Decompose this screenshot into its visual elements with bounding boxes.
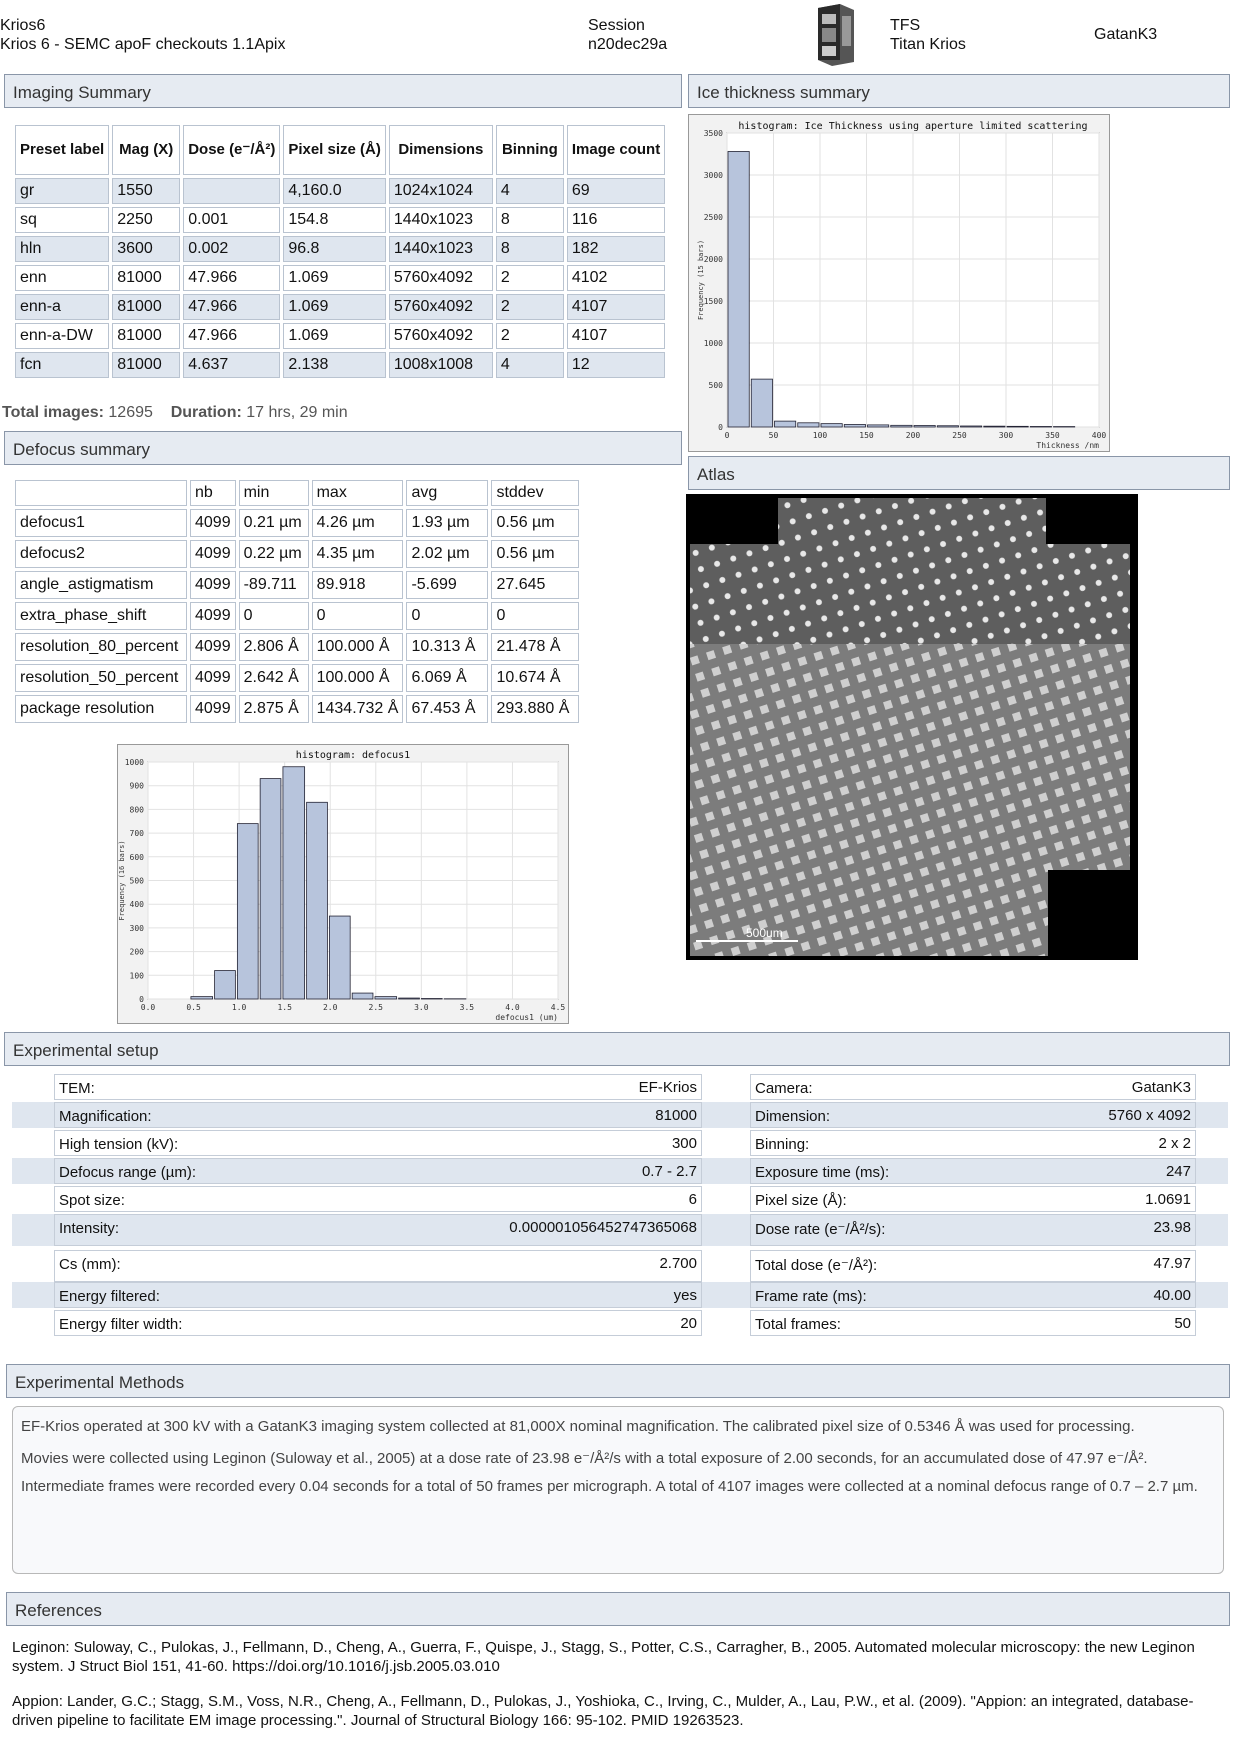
setup-row [54, 1074, 702, 1100]
defocus-xtick-label: 3.5 [459, 1003, 475, 1012]
setup-label: High tension (kV): [59, 1136, 179, 1153]
methods-paragraph-2: Movies were collected using Leginon (Suloway et al., 2005) at a dose rate of 23.98 e⁻/Å²/s with a total exposure of 2.00 seconds, for an accumulated dose of 47.97 e⁻/Å². Intermediate frames were recorded every 0.04 seconds for a total of 50 frames per micrograph. A total of 4107 images were collected at a nominal defocus range of 0.7 – 2.7 µm. [21, 1450, 1198, 1495]
methods-paragraph-1: EF-Krios operated at 300 kV with a GatanK3 imaging system collected at 81,000X nominal magnification. The calibrated pixel size of 0.5346 Å was used for processing. [21, 1418, 1135, 1435]
ice-thickness-histogram [688, 114, 1110, 452]
imaging-cell: fcn [15, 352, 109, 378]
ice-xtick-label: 300 [998, 431, 1014, 440]
atlas-header: Atlas [688, 456, 1230, 490]
imaging-col-header: Binning [496, 125, 564, 175]
defocus-xtick-label: 1.0 [231, 1003, 247, 1012]
defocus-bar [307, 802, 328, 999]
imaging-cell: 47.966 [183, 265, 280, 291]
defocus-summary-header: Defocus summary [4, 431, 682, 465]
totals-line [2, 404, 348, 422]
defocus-title: histogram: defocus1 [295, 750, 411, 761]
defocus-cell: resolution_50_percent [15, 664, 187, 692]
defocus-xtick-label: 0.5 [186, 1003, 201, 1012]
imaging-cell: 2 [496, 323, 564, 349]
imaging-cell: 2250 [112, 207, 180, 233]
imaging-row [15, 236, 665, 262]
defocus-cell: 0.56 µm [491, 509, 579, 537]
imaging-cell: 81000 [112, 323, 180, 349]
setup-value: 50 [1174, 1315, 1191, 1332]
ice-bar [891, 425, 912, 427]
defocus-cell: 89.918 [312, 571, 404, 599]
defocus-ytick-label: 100 [129, 971, 144, 981]
defocus-cell: 293.880 Å [491, 695, 579, 723]
defocus-bar [399, 998, 420, 999]
defocus-cell: 4099 [190, 540, 236, 568]
imaging-cell: enn [15, 265, 109, 291]
instrument-name: Krios6 [0, 17, 46, 34]
imaging-cell: 81000 [112, 265, 180, 291]
defocus-ytick-label: 500 [129, 876, 144, 886]
imaging-row [15, 294, 665, 320]
imaging-cell: 2 [496, 265, 564, 291]
defocus-summary-table [12, 477, 582, 726]
imaging-cell: 5760x4092 [389, 294, 493, 320]
defocus-cell: 21.478 Å [491, 633, 579, 661]
imaging-cell: 96.8 [283, 236, 386, 262]
setup-label: Energy filtered: [59, 1288, 160, 1305]
setup-value: 2 x 2 [1158, 1135, 1191, 1152]
defocus-cell: 100.000 Å [312, 633, 404, 661]
setup-value: yes [673, 1287, 697, 1304]
setup-label: Binning: [755, 1136, 810, 1153]
imaging-row [15, 323, 665, 349]
imaging-cell: 69 [567, 178, 665, 204]
imaging-row [15, 352, 665, 378]
setup-value: 247 [1165, 1163, 1191, 1180]
atlas-scale-label: 500um [746, 926, 783, 940]
imaging-cell: 8 [496, 207, 564, 233]
imaging-cell: 81000 [112, 294, 180, 320]
setup-row [750, 1214, 1196, 1246]
setup-label: Dose rate (e⁻/Å²/s): [755, 1221, 886, 1238]
imaging-cell: 3600 [112, 236, 180, 262]
duration-label: Duration: [170, 404, 242, 421]
defocus-cell: 6.069 Å [406, 664, 488, 692]
setup-label: Camera: [755, 1080, 813, 1097]
defocus-ytick-label: 700 [129, 829, 144, 839]
ice-xtick-label: 400 [1091, 431, 1107, 440]
defocus-ytick-label: 1000 [124, 758, 144, 767]
imaging-col-header: Mag (X) [112, 125, 180, 175]
setup-value: 300 [671, 1135, 697, 1152]
setup-value: 40.00 [1153, 1287, 1191, 1304]
ice-thickness-histogram-svg [689, 115, 1109, 451]
ice-ytick-label: 2000 [703, 255, 723, 264]
defocus-cell: 1434.732 Å [312, 695, 404, 723]
setup-label: Defocus range (µm): [59, 1164, 197, 1181]
defocus-row [15, 633, 579, 661]
defocus-xtick-label: 4.0 [505, 1003, 520, 1012]
experimental-setup-panel [12, 1074, 1228, 1342]
setup-value: 2.700 [659, 1255, 697, 1272]
ice-xlabel: Thickness /nm [1036, 441, 1099, 450]
setup-row [750, 1250, 1196, 1282]
ice-bar [937, 426, 958, 427]
imaging-cell: hln [15, 236, 109, 262]
setup-row [54, 1282, 702, 1308]
defocus-cell: 4099 [190, 664, 236, 692]
ice-bar [961, 426, 982, 427]
ice-bar [1030, 426, 1051, 427]
imaging-cell: 0.001 [183, 207, 280, 233]
defocus-cell: 67.453 Å [406, 695, 488, 723]
defocus-cell: 2.02 µm [406, 540, 488, 568]
setup-row [54, 1214, 702, 1246]
setup-label: Intensity: [59, 1220, 120, 1237]
ice-xtick-label: 150 [859, 431, 874, 440]
setup-row [750, 1130, 1196, 1156]
defocus-cell: 4099 [190, 571, 236, 599]
imaging-cell: 5760x4092 [389, 323, 493, 349]
session-description: Krios 6 - SEMC apoF checkouts 1.1Apix [0, 36, 286, 53]
setup-label: Energy filter width: [59, 1316, 183, 1333]
session-id: n20dec29a [588, 36, 668, 53]
defocus-cell: 27.645 [491, 571, 579, 599]
imaging-cell: enn-a [15, 294, 109, 320]
imaging-col-header: Image count [567, 125, 665, 175]
setup-value: EF-Krios [638, 1079, 697, 1096]
defocus-xtick-label: 4.5 [550, 1003, 566, 1012]
defocus-cell: -5.699 [406, 571, 488, 599]
imaging-cell: 1.069 [283, 323, 386, 349]
defocus-cell: 1.93 µm [406, 509, 488, 537]
defocus-cell: 0.22 µm [239, 540, 309, 568]
microscope-model: Titan Krios [890, 36, 966, 53]
defocus-bar [237, 824, 258, 999]
setup-row [54, 1186, 702, 1212]
defocus-header-row [15, 480, 579, 506]
ice-xtick-label: 350 [1045, 431, 1060, 440]
defocus-cell: 2.806 Å [239, 633, 309, 661]
defocus-row [15, 695, 579, 723]
defocus-cell: 4099 [190, 695, 236, 723]
defocus-ytick-label: 900 [129, 781, 144, 791]
defocus-bar [283, 767, 305, 999]
ice-bar [1007, 426, 1028, 427]
imaging-cell: 154.8 [283, 207, 386, 233]
microscope-icon [810, 2, 860, 66]
detector-name: GatanK3 [1094, 26, 1158, 43]
imaging-cell: 8 [496, 236, 564, 262]
imaging-row [15, 207, 665, 233]
ice-ytick-label: 3500 [703, 129, 723, 138]
defocus-col-header: nb [190, 480, 236, 506]
defocus-cell: resolution_80_percent [15, 633, 187, 661]
references-header: References [6, 1592, 1230, 1626]
defocus-cell: extra_phase_shift [15, 602, 187, 630]
ice-ytick-label: 3000 [703, 171, 723, 180]
imaging-row [15, 265, 665, 291]
imaging-cell: 47.966 [183, 323, 280, 349]
defocus-cell: 0 [406, 602, 488, 630]
defocus-cell: 4099 [190, 602, 236, 630]
defocus-cell: 10.313 Å [406, 633, 488, 661]
defocus-ytick-label: 600 [129, 852, 144, 862]
vendor-name: TFS [890, 17, 921, 34]
defocus-ylabel: Frequency (16 bars) [118, 840, 126, 921]
defocus-ytick-label: 300 [129, 923, 144, 933]
setup-label: Frame rate (ms): [755, 1288, 867, 1305]
imaging-row [15, 178, 665, 204]
imaging-cell: 1008x1008 [389, 352, 493, 378]
imaging-cell: 2.138 [283, 352, 386, 378]
setup-row [750, 1186, 1196, 1212]
ice-bar [914, 425, 935, 427]
defocus-xtick-label: 2.0 [322, 1003, 338, 1012]
imaging-cell: sq [15, 207, 109, 233]
defocus-row [15, 664, 579, 692]
defocus-bar [352, 993, 373, 999]
setup-label: Total dose (e⁻/Å²): [755, 1257, 878, 1274]
imaging-cell: enn-a-DW [15, 323, 109, 349]
setup-row [54, 1102, 702, 1128]
ice-ytick-label: 0 [718, 423, 723, 432]
imaging-cell: 1.069 [283, 265, 386, 291]
defocus-ytick-label: 200 [129, 947, 144, 957]
imaging-cell: 47.966 [183, 294, 280, 320]
defocus-col-header: max [312, 480, 404, 506]
ice-bar [821, 424, 842, 427]
defocus-cell: 100.000 Å [312, 664, 404, 692]
imaging-col-header: Dose (e⁻/Å²) [183, 125, 280, 175]
imaging-cell: 116 [567, 207, 665, 233]
references-list [12, 1638, 1228, 1746]
defocus-cell: defocus2 [15, 540, 187, 568]
defocus-bar [260, 779, 281, 999]
ice-ytick-label: 1000 [703, 339, 723, 348]
imaging-col-header: Dimensions [389, 125, 493, 175]
ice-xtick-label: 50 [768, 431, 779, 440]
ice-xtick-label: 250 [952, 431, 967, 440]
defocus-cell: 0 [312, 602, 404, 630]
session-label: Session [588, 17, 645, 34]
defocus-cell: 4.26 µm [312, 509, 404, 537]
total-images-label: Total images: [2, 404, 104, 421]
ice-bar [984, 426, 1005, 427]
setup-row [750, 1282, 1196, 1308]
defocus-row [15, 602, 579, 630]
setup-row [54, 1250, 702, 1282]
reference-leginon: Leginon: Suloway, C., Pulokas, J., Fellmann, D., Cheng, A., Guerra, F., Quispe, J., Stagg, S., Potter, C.S., Carragher, B., 2005. Automated molecular microscopy: the new Leginon system. J Struct Biol 151, 41-60. https://doi.org/10.1016/j.jsb.2005.03.010 [12, 1639, 1195, 1675]
imaging-cell: 4 [496, 178, 564, 204]
imaging-cell: 4107 [567, 323, 665, 349]
defocus-col-header: avg [406, 480, 488, 506]
imaging-cell: 1024x1024 [389, 178, 493, 204]
imaging-cell: 1.069 [283, 294, 386, 320]
setup-label: Magnification: [59, 1108, 152, 1125]
defocus-ytick-label: 800 [129, 805, 144, 815]
ice-thickness-header: Ice thickness summary [688, 74, 1230, 108]
defocus-histogram-svg [118, 745, 568, 1023]
ice-bar [775, 421, 796, 427]
imaging-summary-table [12, 122, 668, 381]
defocus-cell: 2.642 Å [239, 664, 309, 692]
setup-value: 0.000001056452747365068 [509, 1219, 697, 1236]
imaging-cell: 2 [496, 294, 564, 320]
defocus-bar [329, 916, 350, 999]
defocus-xtick-label: 0.0 [140, 1003, 156, 1012]
defocus-histogram [117, 744, 569, 1024]
defocus-bar [215, 971, 236, 999]
setup-row [54, 1310, 702, 1336]
defocus-row [15, 571, 579, 599]
duration-value: 17 hrs, 29 min [246, 404, 348, 421]
defocus-summary-table-wrap [12, 477, 582, 726]
setup-label: Cs (mm): [59, 1256, 121, 1273]
defocus-bar [375, 997, 397, 999]
defocus-cell: 4099 [190, 509, 236, 537]
experimental-methods-text [12, 1406, 1224, 1574]
imaging-header-row [15, 125, 665, 175]
imaging-cell: 12 [567, 352, 665, 378]
ice-xtick-label: 100 [812, 431, 828, 440]
imaging-cell: 1550 [112, 178, 180, 204]
imaging-cell: 4102 [567, 265, 665, 291]
reference-appion: Appion: Lander, G.C.; Stagg, S.M., Voss, N.R., Cheng, A., Fellmann, D., Pulokas, J., Yoshioka, C., Irving, C., Mulder, A., Lau, P.W., et al. (2009). "Appion: an integrated, database-driven pipeline to facilitate EM image processing.". Journal of Structural Biology 166: 95-102. PMID 19263523. [12, 1693, 1194, 1729]
imaging-col-header: Pixel size (Å) [283, 125, 386, 175]
setup-row [750, 1102, 1196, 1128]
defocus-cell: 10.674 Å [491, 664, 579, 692]
imaging-cell: 4,160.0 [283, 178, 386, 204]
imaging-cell: 1440x1023 [389, 236, 493, 262]
setup-value: GatanK3 [1131, 1079, 1191, 1096]
setup-value: 23.98 [1153, 1219, 1191, 1236]
setup-row [750, 1310, 1196, 1336]
experimental-setup-header: Experimental setup [4, 1032, 1230, 1066]
defocus-xlabel: defocus1 (um) [495, 1013, 558, 1022]
imaging-col-header: Preset label [15, 125, 109, 175]
setup-label: Total frames: [755, 1316, 841, 1333]
defocus-bar [191, 997, 213, 999]
defocus-cell: package resolution [15, 695, 187, 723]
setup-row [54, 1130, 702, 1156]
imaging-cell: 182 [567, 236, 665, 262]
setup-row [750, 1074, 1196, 1100]
imaging-cell [183, 178, 280, 204]
imaging-cell: 4107 [567, 294, 665, 320]
setup-value: 0.7 - 2.7 [641, 1163, 697, 1180]
imaging-cell: 4.637 [183, 352, 280, 378]
defocus-ytick-label: 0 [139, 995, 144, 1004]
setup-label: TEM: [59, 1080, 95, 1097]
defocus-cell: 0 [239, 602, 309, 630]
defocus-cell: 4.35 µm [312, 540, 404, 568]
imaging-cell: gr [15, 178, 109, 204]
setup-value: 5760 x 4092 [1108, 1107, 1191, 1124]
defocus-cell: angle_astigmatism [15, 571, 187, 599]
ice-bar [728, 151, 749, 427]
defocus-cell: 0.21 µm [239, 509, 309, 537]
atlas-image [686, 494, 1138, 960]
ice-bar [868, 425, 889, 427]
setup-value: 47.97 [1153, 1255, 1191, 1272]
setup-value: 81000 [655, 1107, 697, 1124]
imaging-cell: 4 [496, 352, 564, 378]
ice-title: histogram: Ice Thickness using aperture limited scattering [738, 121, 1088, 132]
defocus-col-header: stddev [491, 480, 579, 506]
imaging-cell: 81000 [112, 352, 180, 378]
ice-ytick-label: 500 [708, 381, 723, 390]
defocus-xtick-label: 2.5 [368, 1003, 384, 1012]
imaging-cell: 1440x1023 [389, 207, 493, 233]
defocus-cell: 0 [491, 602, 579, 630]
defocus-col-header: min [239, 480, 309, 506]
defocus-cell: 2.875 Å [239, 695, 309, 723]
ice-xtick-label: 200 [905, 431, 921, 440]
defocus-col-header [15, 480, 187, 506]
defocus-cell: 4099 [190, 633, 236, 661]
setup-row [54, 1158, 702, 1184]
setup-value: 1.0691 [1145, 1191, 1191, 1208]
ice-ytick-label: 1500 [703, 297, 723, 306]
defocus-xtick-label: 1.5 [277, 1003, 292, 1012]
setup-label: Exposure time (ms): [755, 1164, 890, 1181]
defocus-cell: 0.56 µm [491, 540, 579, 568]
ice-xtick-label: 0 [724, 431, 730, 440]
setup-value: 6 [688, 1191, 697, 1208]
imaging-cell: 5760x4092 [389, 265, 493, 291]
ice-ytick-label: 2500 [703, 213, 723, 222]
defocus-row [15, 540, 579, 568]
defocus-ytick-label: 400 [129, 900, 144, 910]
setup-value: 20 [680, 1315, 697, 1332]
total-images-value: 12695 [108, 404, 153, 421]
setup-row [750, 1158, 1196, 1184]
imaging-cell: 0.002 [183, 236, 280, 262]
defocus-cell: -89.711 [239, 571, 309, 599]
setup-label: Dimension: [755, 1108, 831, 1125]
experimental-methods-header: Experimental Methods [6, 1364, 1230, 1398]
ice-bar [751, 379, 772, 427]
ice-ylabel: Frequency (15 bars) [697, 239, 705, 321]
imaging-summary-table-wrap [12, 122, 668, 381]
defocus-row [15, 509, 579, 537]
setup-label: Spot size: [59, 1192, 125, 1209]
setup-label: Pixel size (Å): [755, 1192, 847, 1209]
ice-bar [798, 423, 819, 427]
defocus-cell: defocus1 [15, 509, 187, 537]
ice-bar [844, 424, 865, 427]
imaging-summary-header: Imaging Summary [4, 74, 682, 108]
defocus-xtick-label: 3.0 [414, 1003, 429, 1012]
